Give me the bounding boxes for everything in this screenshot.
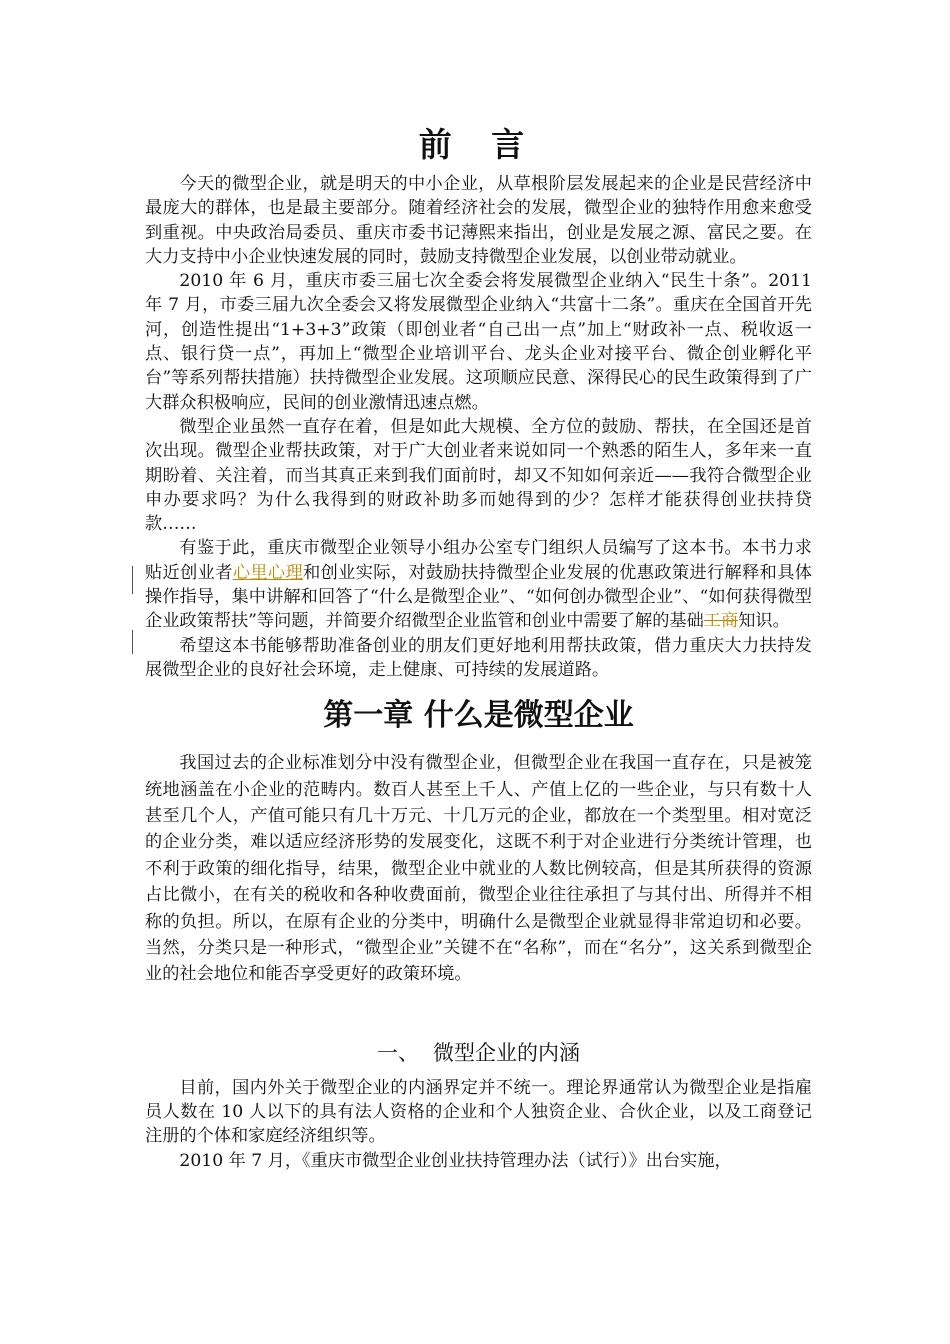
revision-change-bar bbox=[132, 630, 133, 654]
paragraph-text: 和创业实际，对鼓励扶持微型企业发展的优惠政策进行解释和具体操作指导，集中讲解和回答了“什么是微型企业”、“如何创办微型企业”、“如何获得微型企业政策帮扶”等问题，并简要介绍微型企业监管和创业中需要了解的基础 bbox=[145, 562, 812, 632]
section-number: 一、 bbox=[377, 1040, 419, 1065]
tracked-deletion: 工商 bbox=[703, 611, 739, 632]
chapter-title: 第一章 什么是微型企业 bbox=[323, 698, 634, 734]
tracked-insertion: 心里心理 bbox=[232, 562, 304, 583]
chapter-paragraph-1: 我国过去的企业标准划分中没有微型企业，但微型企业在我国一直存在，只是被笼统地涵盖在小企业的范畴内。数百人甚至上千人、产值上亿的一些企业，与只有数十人甚至几个人，产值可能只有几十万元、十几万元的企业，都放在一个类型里。相对宽泛的企业分类，难以适应经济形势的发展变化，这既不利于对企业进行分类统计管理，也不利于政策的细化指导，结果，微型企业中就业的人数比例较高，但是其所获得的资源占比微小，在有关的税收和各种收费面前，微型企业往往承担了与其付出、所得并不相称的负担。所以，在原有企业的分类中，明确什么是微型企业就显得非常迫切和必要。当然，分类只是一种形式，“微型企业”关键不在“名称”，而在“名分”，这关系到微型企业的社会地位和能否享受更好的政策环境。 bbox=[145, 753, 812, 985]
section-paragraph-1: 目前，国内外关于微型企业的内涵界定并不统一。理论界通常认为微型企业是指雇员人数在 10 人以下的具有法人资格的企业和个人独资企业、合伙企业，以及工商登记注册的个体和家庭经济组织等。 bbox=[145, 1077, 812, 1147]
preface-paragraph-4 bbox=[145, 536, 812, 633]
preface-paragraph-1: 今天的微型企业，就是明天的中小企业，从草根阶层发展起来的企业是民营经济中最庞大的群体，也是最主要部分。随着经济社会的发展，微型企业的独特作用愈来愈受到重视。中央政治局委员、重庆市委书记薄熙来指出，创业是发展之源、富民之要。在大力支持中小企业快速发展的同时，鼓励支持微型企业发展，以创业带动就业。 bbox=[145, 174, 812, 267]
preface-title: 前 言 bbox=[418, 125, 539, 164]
preface-paragraph-3: 微型企业虽然一直存在着，但是如此大规模、全方位的鼓励、帮扶，在全国还是首次出现。微型企业帮扶政策，对于广大创业者来说如同一个熟悉的陌生人，多年来一直期盼着、关注着，而当其真正来到我们面前时，却又不知如何亲近——我符合微型企业申办要求吗？为什么我得到的财政补助多而她得到的少？怎样才能获得创业扶持贷款…… bbox=[145, 416, 812, 535]
document-body bbox=[145, 120, 812, 1173]
section-heading bbox=[145, 1038, 812, 1068]
preface-paragraph-2: 2010 年 6 月，重庆市委三届七次全委会将发展微型企业纳入“民生十条”。2011 年 7 月，市委三届九次全委会又将发展微型企业纳入“共富十二条”。重庆在全国首开先河，创造性提出“1+3+3”政策（即创业者“自己出一点”加上“财政补一点、税收返一点、银行贷一点”，再加上“微型企业培训平台、龙头企业对接平台、微企创业孵化平台”等系列帮扶措施）扶持微型企业发展。这项顺应民意、深得民心的民生政策得到了广大群众积极响应，民间的创业激情迅速点燃。 bbox=[145, 271, 812, 413]
section-title-text: 微型企业的内涵 bbox=[433, 1040, 580, 1065]
paragraph-text: 知识。 bbox=[738, 611, 790, 632]
section-paragraph-2: 2010 年 7 月，《重庆市微型企业创业扶持管理办法（试行）》出台实施， bbox=[179, 1150, 732, 1171]
preface-paragraph-5: 希望这本书能够帮助准备创业的朋友们更好地利用帮扶政策，借力重庆大力扶持发展微型企业的良好社会环境，走上健康、可持续的发展道路。 bbox=[145, 635, 812, 680]
paragraph-text: 有鉴于此，重庆市微型企业领导小组办公室专门组织人员编写了这本书。本书力求贴近创业者 bbox=[145, 538, 812, 583]
revision-change-bar bbox=[132, 566, 133, 594]
